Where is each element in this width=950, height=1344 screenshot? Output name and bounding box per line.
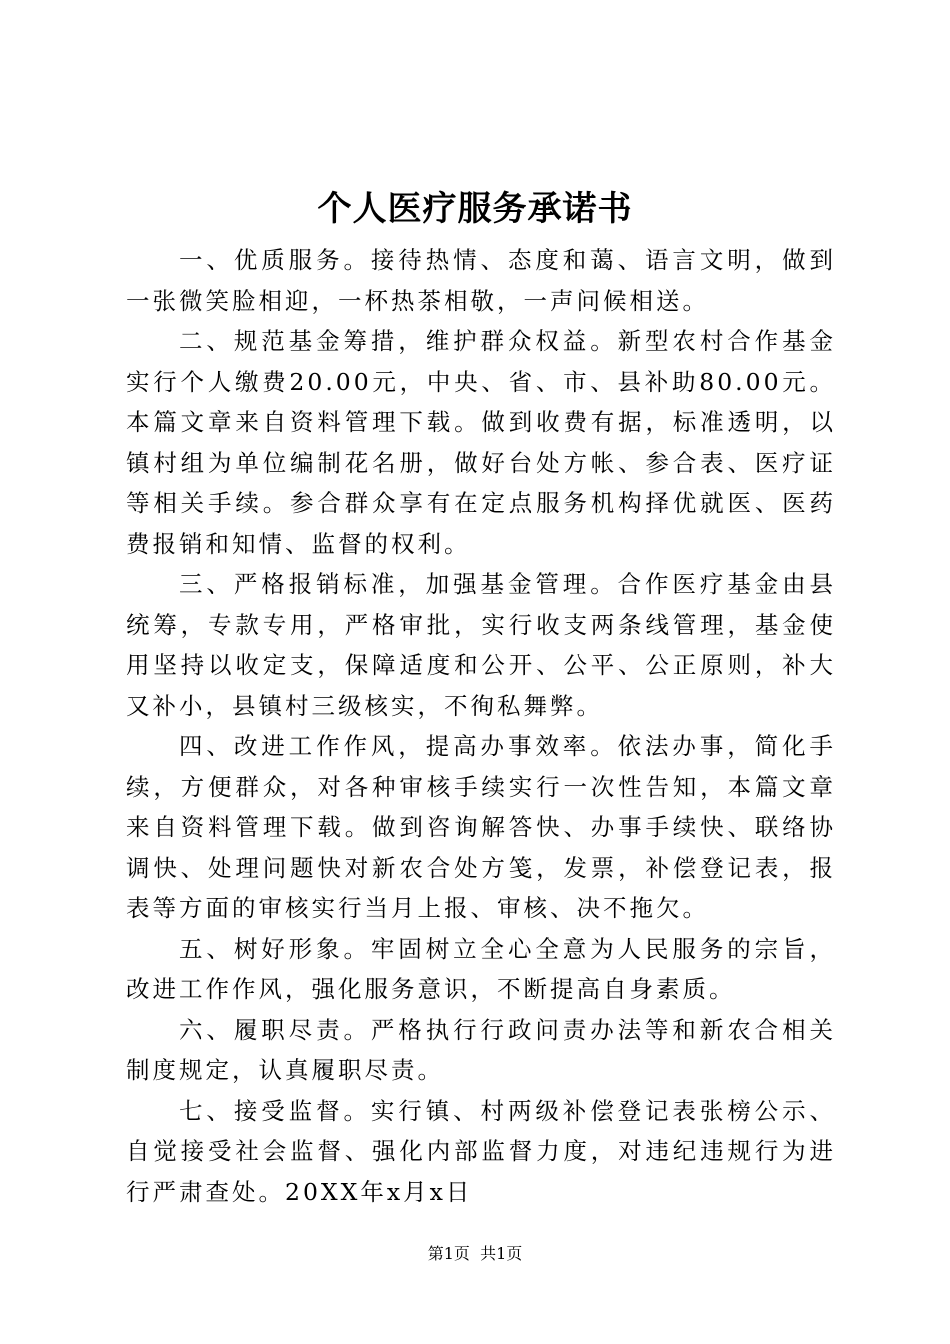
- paragraph-6: 六、履职尽责。严格执行行政问责办法等和新农合相关制度规定，认真履职尽责。: [126, 1015, 836, 1084]
- document-title: 个人医疗服务承诺书: [317, 189, 633, 229]
- page-number: 第1页 共1页: [427, 1244, 523, 1263]
- page-footer: [0, 1242, 950, 1266]
- paragraph-1: 一、优质服务。接待热情、态度和蔼、语言文明，做到一张微笑脸相迎，一杯热茶相敬，一声问候相送。: [126, 246, 836, 315]
- paragraph-5: 五、树好形象。牢固树立全心全意为人民服务的宗旨，改进工作作风，强化服务意识，不断提高自身素质。: [126, 934, 836, 1003]
- paragraph-2: 二、规范基金筹措，维护群众权益。新型农村合作基金实行个人缴费20.00元，中央、省、市、县补助80.00元。本篇文章来自资料管理下载。做到收费有据，标准透明，以镇村组为单位编制花名册，做好台处方帐、参合表、医疗证等相关手续。参合群众享有在定点服务机构择优就医、医药费报销和知情、监督的权利。: [126, 327, 836, 558]
- document-body: [126, 240, 836, 1212]
- paragraph-7: 七、接受监督。实行镇、村两级补偿登记表张榜公示、自觉接受社会监督、强化内部监督力度，对违纪违规行为进行严肃查处。20XX年x月x日: [126, 1096, 836, 1206]
- paragraph-3: 三、严格报销标准，加强基金管理。合作医疗基金由县统筹，专款专用，严格审批，实行收支两条线管理，基金使用坚持以收定支，保障适度和公开、公平、公正原则，补大又补小，县镇村三级核实，不徇私舞弊。: [126, 570, 836, 720]
- paragraph-4: 四、改进工作作风，提高办事效率。依法办事，简化手续，方便群众，对各种审核手续实行一次性告知，本篇文章来自资料管理下载。做到咨询解答快、办事手续快、联络协调快、处理问题快对新农合处方笺，发票，补偿登记表，报表等方面的审核实行当月上报、审核、决不拖欠。: [126, 732, 836, 922]
